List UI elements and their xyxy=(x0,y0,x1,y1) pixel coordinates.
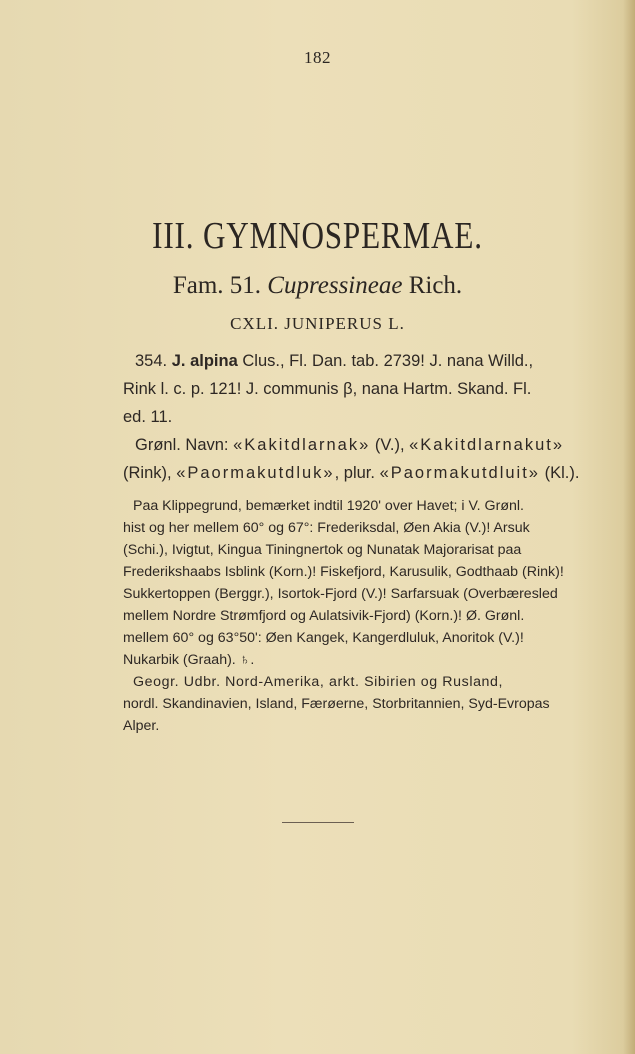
species-citation: Clus., Fl. Dan. tab. 2739! J. nana Willd., xyxy=(242,352,534,370)
greenlandic-name-1: «Kakitdlarnak» xyxy=(233,436,371,454)
distribution-line: mellem 60° og 63°50': Øen Kangek, Kangerdluluk, Anoritok (V.)! xyxy=(123,630,524,646)
species-name: alpina xyxy=(190,352,238,370)
species-genus-abbr: J. xyxy=(171,352,186,370)
species-line-3: ed. 11. xyxy=(123,408,173,426)
section-title: III. GYMNOSPERMAE. xyxy=(152,215,483,257)
geographic-distribution-line: nordl. Skandinavien, Island, Færøerne, Storbritannien, Syd-Evropas xyxy=(123,696,550,712)
geographic-distribution-line: Geogr. Udbr. Nord-Amerika, arkt. Sibirien og Rusland, xyxy=(133,674,504,690)
greenlandic-name-4: «Paormakutdluit» xyxy=(379,464,540,482)
distribution-line: Nukarbik (Graah). ♄. xyxy=(123,652,255,668)
species-line-1 xyxy=(135,352,533,371)
family-author: Rich. xyxy=(408,272,463,299)
greenlandic-name-3: «Paormakutdluk» xyxy=(176,464,335,482)
distribution-line: Paa Klippegrund, bemærket indtil 1920' over Havet; i V. Grønl. xyxy=(133,498,524,514)
species-line-5 xyxy=(123,464,579,483)
family-name: Cupressineae xyxy=(267,272,403,299)
greenlandic-name-source-1: (V.), xyxy=(374,436,405,454)
greenlandic-name-source-2: (Rink), xyxy=(123,464,172,482)
species-line-4 xyxy=(135,436,564,455)
distribution-line: Frederikshaabs Isblink (Korn.)! Fiskefjord, Karusulik, Godthaab (Rink)! xyxy=(123,564,564,580)
plural-label: , plur. xyxy=(334,464,375,482)
species-number: 354. xyxy=(135,352,168,370)
family-prefix: Fam. 51. xyxy=(172,272,262,299)
greenlandic-name-2: «Kakitdlarnakut» xyxy=(409,436,565,454)
distribution-line: (Schi.), Ivigtut, Kingua Tiningnertok og Nunatak Majorarisat paa xyxy=(123,542,522,558)
end-rule xyxy=(282,822,354,823)
geographic-distribution-line: Alper. xyxy=(123,718,160,734)
distribution-line: mellem Nordre Strømfjord og Aulatsivik-Fjord) (Korn.)! Ø. Grønl. xyxy=(123,608,525,624)
page-number: 182 xyxy=(304,48,331,67)
distribution-line: Sukkertoppen (Berggr.), Isortok-Fjord (V.)! Sarfarsuak (Overbæresled xyxy=(123,586,558,602)
distribution-line: hist og her mellem 60° og 67°: Frederiksdal, Øen Akia (V.)! Arsuk xyxy=(123,520,530,536)
greenlandic-name-source-3: (Kl.). xyxy=(544,464,580,482)
genus-title: CXLI. JUNIPERUS L. xyxy=(230,314,405,333)
page-edge-shadow xyxy=(623,0,635,1054)
species-line-2: Rink l. c. p. 121! J. communis β, nana Hartm. Skand. Fl. xyxy=(123,380,532,398)
family-title xyxy=(0,272,635,300)
greenlandic-name-label: Grønl. Navn: xyxy=(135,436,229,454)
